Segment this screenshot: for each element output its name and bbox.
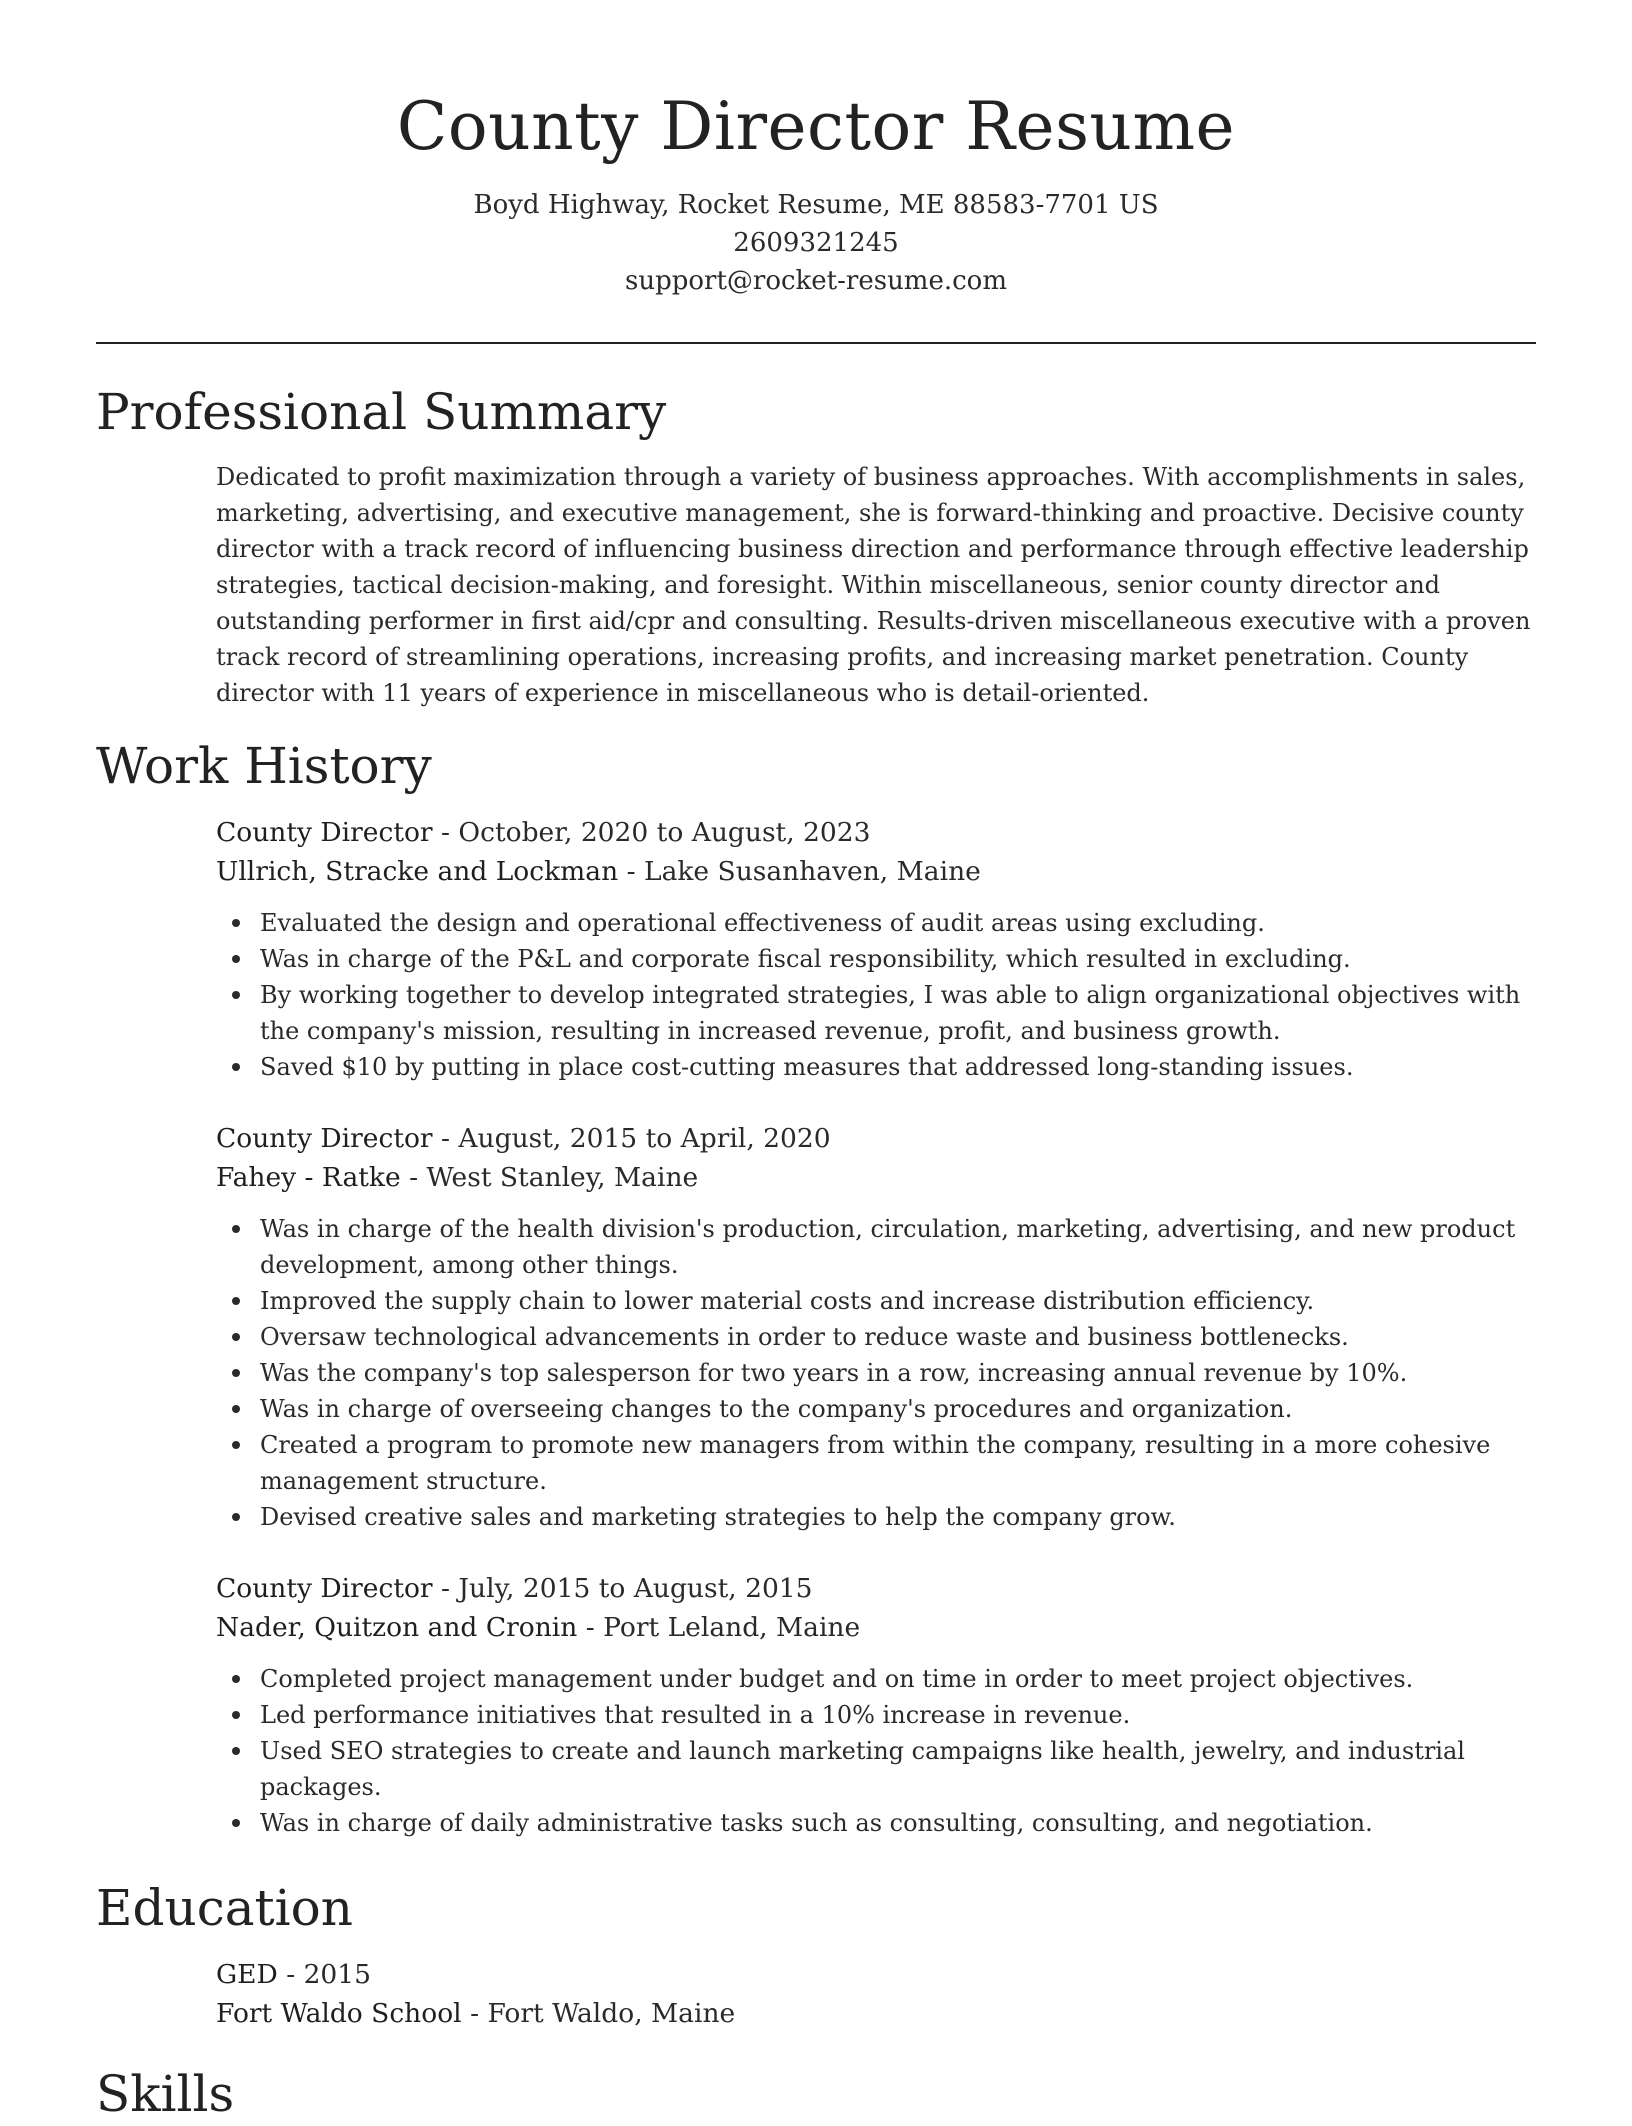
job-company: Fahey - Ratke bbox=[216, 1162, 401, 1193]
duty-item: Devised creative sales and marketing strategies to help the company grow. bbox=[260, 1499, 1536, 1535]
job-company: Nader, Quitzon and Cronin bbox=[216, 1612, 578, 1643]
job-title-line bbox=[216, 1119, 1536, 1158]
duty-item: Led performance initiatives that resulted in a 10% increase in revenue. bbox=[260, 1697, 1536, 1733]
job-location: - West Stanley, Maine bbox=[400, 1162, 699, 1193]
job-title-line bbox=[216, 813, 1536, 852]
job-company-line bbox=[216, 852, 1536, 891]
duty-item: Oversaw technological advancements in order to reduce waste and business bottlenecks. bbox=[260, 1319, 1536, 1355]
contact-phone: 2609321245 bbox=[733, 228, 899, 258]
summary-section bbox=[216, 459, 1536, 711]
duty-item: Was in charge of overseeing changes to the company's procedures and organization. bbox=[260, 1391, 1536, 1427]
education-year: - 2015 bbox=[277, 1959, 372, 1990]
job-location: - Port Leland, Maine bbox=[577, 1612, 861, 1643]
job-duties-list bbox=[216, 1661, 1536, 1841]
job-dates: - July, 2015 to August, 2015 bbox=[432, 1573, 813, 1604]
contact-address: Boyd Highway, Rocket Resume, ME 88583-7701 US bbox=[473, 190, 1159, 220]
contact-email: support@rocket-resume.com bbox=[624, 266, 1007, 296]
education-school-line bbox=[216, 1994, 1536, 2033]
job-duties-list bbox=[216, 1211, 1536, 1535]
job-title-line bbox=[216, 1569, 1536, 1608]
job-duties-list bbox=[216, 905, 1536, 1085]
education-location: - Fort Waldo, Maine bbox=[461, 1998, 736, 2029]
duty-item: Was the company's top salesperson for two years in a row, increasing annual revenue by 10%. bbox=[260, 1355, 1536, 1391]
education-degree: GED bbox=[216, 1959, 278, 1990]
duty-item: Was in charge of the health division's production, circulation, marketing, advertising, and new product development, among other things. bbox=[260, 1211, 1536, 1283]
job-location: - Lake Susanhaven, Maine bbox=[618, 856, 981, 887]
duty-item: Evaluated the design and operational effectiveness of audit areas using excluding. bbox=[260, 905, 1536, 941]
resume-header bbox=[0, 0, 1632, 300]
duty-item: Created a program to promote new managers from within the company, resulting in a more cohesive management structure. bbox=[260, 1427, 1536, 1499]
resume-title: County Director Resume bbox=[396, 88, 1236, 165]
job-company: Ullrich, Stracke and Lockman bbox=[216, 856, 619, 887]
job-company-line bbox=[216, 1158, 1536, 1197]
job-title: County Director bbox=[216, 817, 433, 848]
job-dates: - August, 2015 to April, 2020 bbox=[432, 1123, 831, 1154]
education-entry bbox=[216, 1955, 1536, 2033]
job-company-line bbox=[216, 1608, 1536, 1647]
job-entry bbox=[216, 1119, 1536, 1535]
education-heading: Education bbox=[96, 1879, 353, 1937]
education-school: Fort Waldo School bbox=[216, 1998, 462, 2029]
job-title: County Director bbox=[216, 1123, 433, 1154]
skills-heading: Skills bbox=[96, 2065, 235, 2123]
job-dates: - October, 2020 to August, 2023 bbox=[432, 817, 871, 848]
duty-item: Completed project management under budget and on time in order to meet project objectives. bbox=[260, 1661, 1536, 1697]
contact-info bbox=[0, 186, 1632, 300]
work-history-heading: Work History bbox=[96, 737, 432, 795]
summary-heading: Professional Summary bbox=[96, 383, 667, 441]
duty-item: Was in charge of daily administrative tasks such as consulting, consulting, and negotiation. bbox=[260, 1805, 1536, 1841]
job-entry bbox=[216, 813, 1536, 1085]
header-divider bbox=[96, 342, 1536, 344]
duty-item: Was in charge of the P&L and corporate fiscal responsibility, which resulted in excluding. bbox=[260, 941, 1536, 977]
duty-item: Improved the supply chain to lower material costs and increase distribution efficiency. bbox=[260, 1283, 1536, 1319]
job-entry bbox=[216, 1569, 1536, 1841]
summary-text: Dedicated to profit maximization through a variety of business approaches. With accomplishments in sales, marketing, advertising, and executive management, she is forward-thinking and proactive. Decisive county director with a track record of influencing business direction and performance through effective leadership strategies, tactical decision-making, and foresight. Within miscellaneous, senior county director and outstanding performer in first aid/cpr and consulting. Results-driven miscellaneous executive with a proven track record of streamlining operations, increasing profits, and increasing market penetration. County director with 11 years of experience in miscellaneous who is detail-oriented. bbox=[216, 463, 1531, 707]
duty-item: Used SEO strategies to create and launch marketing campaigns like health, jewelry, and industrial packages. bbox=[260, 1733, 1536, 1805]
duty-item: Saved $10 by putting in place cost-cutting measures that addressed long-standing issues. bbox=[260, 1049, 1536, 1085]
job-title: County Director bbox=[216, 1573, 433, 1604]
education-degree-line bbox=[216, 1955, 1536, 1994]
duty-item: By working together to develop integrated strategies, I was able to align organizational objectives with the company's mission, resulting in increased revenue, profit, and business growth. bbox=[260, 977, 1536, 1049]
